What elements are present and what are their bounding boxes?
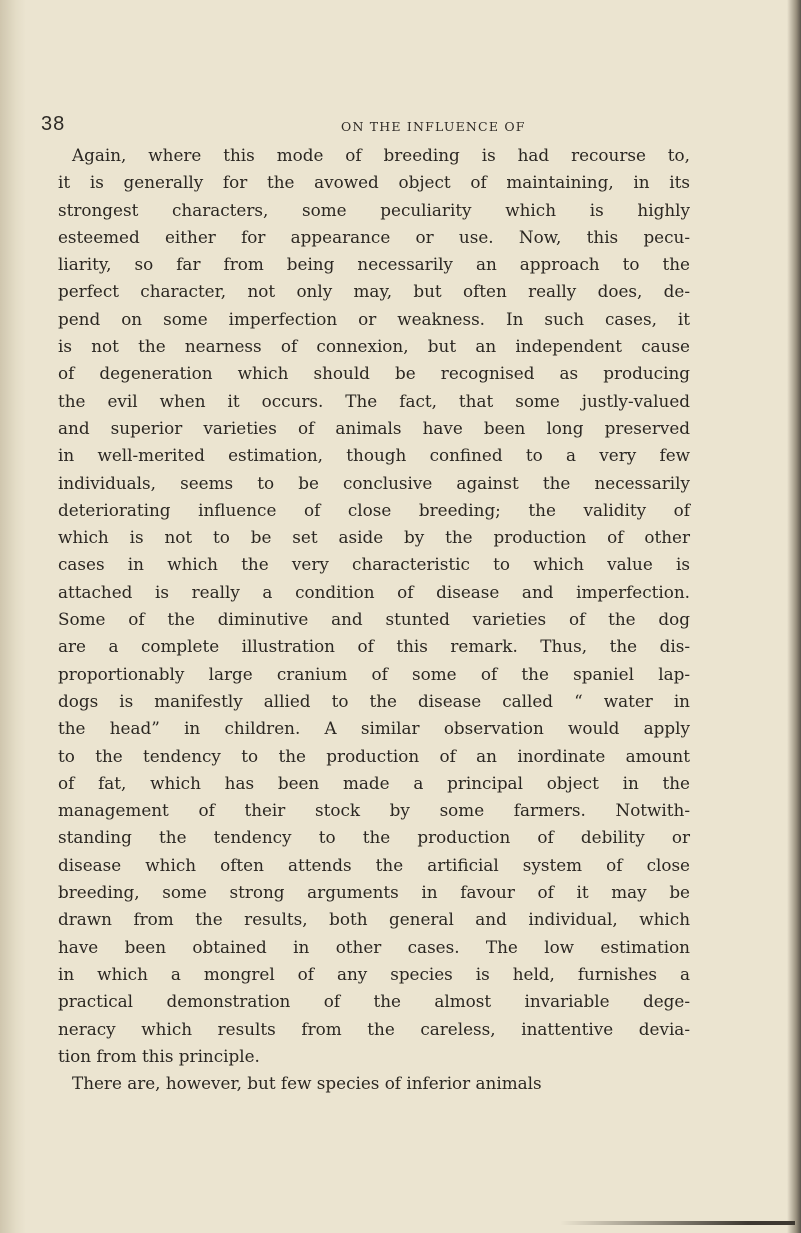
text-line: it is generally for the avowed object of maintaining, in its — [58, 172, 690, 193]
text-line: neracy which results from the careless, inattentive devia- — [58, 1018, 690, 1039]
text-line: dogs is manifestly allied to the disease called “ water in — [58, 690, 690, 711]
text-line: attached is really a condition of disease and imperfection. — [58, 581, 690, 602]
text-line: disease which often attends the artificial system of close — [58, 854, 690, 875]
text-line: practical demonstration of the almost invariable dege- — [58, 991, 690, 1012]
text-line: of degeneration which should be recognised as producing — [58, 363, 690, 384]
text-line: There are, however, but few species of inferior animals — [72, 1073, 542, 1094]
page-gutter-right — [787, 0, 801, 1233]
text-line: the evil when it occurs. The fact, that some justly-valued — [58, 390, 690, 411]
text-line: tion from this principle. — [58, 1045, 260, 1066]
text-line: of fat, which has been made a principal object in the — [58, 772, 690, 793]
text-line: and superior varieties of animals have been long preserved — [58, 417, 690, 438]
running-head: ON THE INFLUENCE OF — [341, 119, 526, 134]
page-edge-shadow — [560, 1221, 795, 1225]
text-line: drawn from the results, both general and individual, which — [58, 909, 690, 930]
text-line: proportionably large cranium of some of the spaniel lap- — [58, 663, 690, 684]
text-line: in which a mongrel of any species is held, furnishes a — [58, 963, 690, 984]
text-line: Again, where this mode of breeding is had recourse to, — [72, 145, 690, 165]
text-line: to the tendency to the production of an inordinate amount — [58, 745, 690, 766]
text-line: Some of the diminutive and stunted varieties of the dog — [58, 609, 690, 630]
text-line: have been obtained in other cases. The low estimation — [58, 936, 690, 957]
text-line: pend on some imperfection or weakness. In such cases, it — [58, 308, 690, 329]
text-line: esteemed either for appearance or use. Now, this pecu- — [58, 226, 690, 247]
text-line: the head” in children. A similar observation would apply — [58, 718, 690, 739]
text-line: breeding, some strong arguments in favour of it may be — [58, 882, 690, 903]
page-gutter-left — [0, 0, 26, 1233]
text-line: liarity, so far from being necessarily an approach to the — [58, 254, 690, 275]
text-line: individuals, seems to be conclusive against the necessarily — [58, 472, 690, 493]
text-line: which is not to be set aside by the production of other — [58, 527, 690, 548]
text-line: is not the nearness of connexion, but an independent cause — [58, 336, 690, 357]
text-line: standing the tendency to the production of debility or — [58, 827, 690, 848]
page-number: 38 — [41, 113, 66, 135]
text-line: strongest characters, some peculiarity which is highly — [58, 199, 690, 220]
text-line: perfect character, not only may, but often really does, de- — [58, 281, 690, 302]
text-line: deteriorating influence of close breeding; the validity of — [58, 499, 690, 520]
text-line: are a complete illustration of this remark. Thus, the dis- — [58, 636, 690, 657]
text-line: in well-merited estimation, though confined to a very few — [58, 445, 690, 466]
page-header — [0, 113, 801, 139]
text-line: cases in which the very characteristic to which value is — [58, 554, 690, 575]
body-text — [58, 142, 690, 1097]
text-line: management of their stock by some farmers. Notwith- — [58, 800, 690, 821]
